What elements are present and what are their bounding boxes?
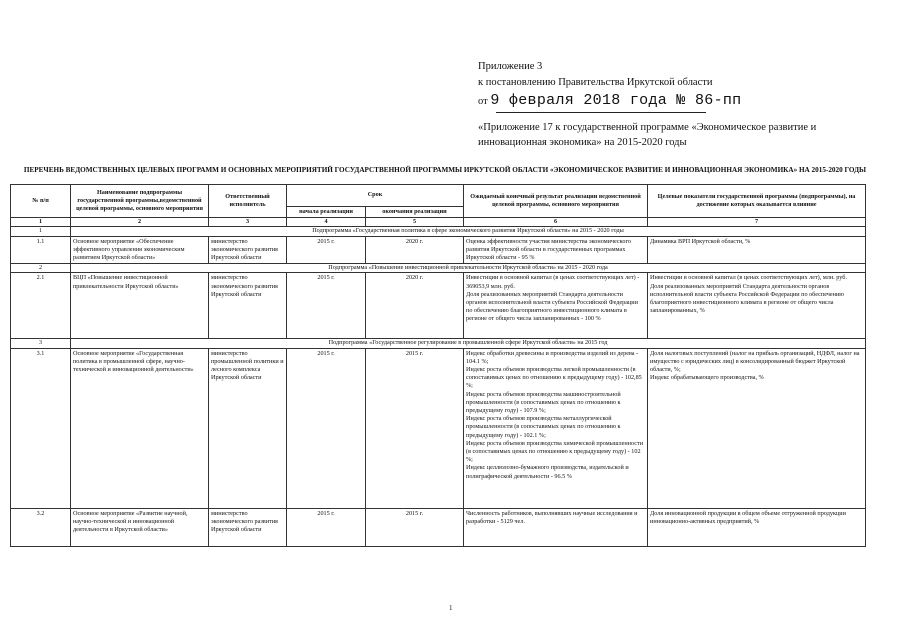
header-executor: Ответственный исполнитель bbox=[209, 185, 287, 218]
subprogram-row bbox=[11, 227, 866, 236]
row-indicators: Доля налоговых поступлений (налог на прибыль организаций, НДФЛ, налог на имущество с юридических лиц) в консолидированный бюджет Иркутской области, %; Индекс обрабатывающего производства, % bbox=[648, 348, 866, 508]
row-end: 2020 г. bbox=[366, 273, 464, 339]
row-start: 2015 г. bbox=[287, 273, 366, 339]
col-number: 3 bbox=[209, 218, 287, 227]
row-end: 2015 г. bbox=[366, 348, 464, 508]
row-start: 2015 г. bbox=[287, 508, 366, 546]
col-number: 5 bbox=[366, 218, 464, 227]
row-name: Основное мероприятие «Развитие научной, научно-технической и инновационной деятельности в Иркутской области» bbox=[71, 508, 209, 546]
row-result: Численность работников, выполнявших научные исследования и разработки - 5129 чел. bbox=[464, 508, 648, 546]
header-name: Наименование подпрограммы государственной программы,ведомственной целевой программы, основного мероприятия bbox=[71, 185, 209, 218]
col-number: 2 bbox=[71, 218, 209, 227]
subprogram-title: Подпрограмма «Государственное регулирование в промышленной сфере Иркутской области» на 2015 год bbox=[71, 339, 866, 348]
row-num: 2.1 bbox=[11, 273, 71, 339]
appendix-label: Приложение 3 bbox=[478, 61, 543, 72]
col-number: 6 bbox=[464, 218, 648, 227]
table-row bbox=[11, 508, 866, 546]
subprogram-title: Подпрограмма «Государственная политика в сфере экономического развития Иркутской области» на 2015 - 2020 годы bbox=[71, 227, 866, 236]
row-indicators: Доля инновационной продукции в общем объеме отгруженной продукции инновационно-активных предприятий, % bbox=[648, 508, 866, 546]
row-executor: министерство экономического развития Иркутской области bbox=[209, 236, 287, 264]
row-end: 2015 г. bbox=[366, 508, 464, 546]
row-start: 2015 г. bbox=[287, 236, 366, 264]
row-result: Индекс обработки древесины и производства изделий из дерева - 104.1 %; Индекс роста объемов производства легкой промышленности (в сопоставимых ценах по отношению к предыдущему году) - 102,85 %; Индекс роста объемов производства машиностроительной промышленности (в сопоставимых ценах по отношению к предыдущему году) - 107.9 %; Индекс роста объемов производства металлургической промышленности (в сопоставимых ценах по отношению к предыдущему году) - 102.1 %; Индекс роста объемов производства химической промышленности (в сопоставимых ценах по отношению к предыдущему году) - 102 %; Индекс целлюлозно-бумажного производства, издательской и полиграфической деятельности - 96.5 % bbox=[464, 348, 648, 508]
date-prefix: от bbox=[478, 96, 488, 107]
row-num: 3.1 bbox=[11, 348, 71, 508]
subprogram-num: 3 bbox=[11, 339, 71, 348]
row-result: Инвестиции в основной капитал (в ценах соответствующих лет) - 369053,9 млн. руб. Доля реализованных мероприятий Стандарта деятельности органов исполнительной власти субъекта Российской Федерации по обеспечению благоприятного инвестиционного климата в регионе от общего числа запланированных - 100 % bbox=[464, 273, 648, 339]
decree-reference: к постановлению Правительства Иркутской области bbox=[478, 77, 713, 88]
program-reference: «Приложение 17 к государственной программе «Экономическое развитие и инновационная экономика» на 2015-2020 годы bbox=[478, 122, 817, 148]
row-executor: министерство экономического развития Иркутской области bbox=[209, 273, 287, 339]
table-row bbox=[11, 273, 866, 339]
document-title: ПЕРЕЧЕНЬ ВЕДОМСТВЕННЫХ ЦЕЛЕВЫХ ПРОГРАММ И ОСНОВНЫХ МЕРОПРИЯТИЙ ГОСУДАРСТВЕННОЙ ПРОГРАММЫ ИРКУТСКОЙ ОБЛАСТИ «ЭКОНОМИЧЕСКОЕ РАЗВИТИЕ И ИННОВАЦИОННАЯ ЭКОНОМИКА» НА 2015-2020 ГОДЫ bbox=[23, 166, 867, 174]
row-num: 1.1 bbox=[11, 236, 71, 264]
decree-date bbox=[478, 94, 898, 108]
header-indicators: Целевые показатели государственной программы (подпрограммы), на достижение которых оказывается влияние bbox=[648, 185, 866, 218]
row-name: ВЦП «Повышение инвестиционной привлекательности Иркутской области» bbox=[71, 273, 209, 339]
subprogram-row bbox=[11, 339, 866, 348]
row-indicators: Динамика ВРП Иркутской области, % bbox=[648, 236, 866, 264]
header-num: № п/п bbox=[11, 185, 71, 218]
row-name: Основное мероприятие «Обеспечение эффективного управления экономическим развитием Иркутской области» bbox=[71, 236, 209, 264]
row-name: Основное мероприятие «Государственная политика в промышленной сфере, научно-технической и инновационной деятельности» bbox=[71, 348, 209, 508]
subprogram-num: 2 bbox=[11, 264, 71, 273]
row-executor: министерство экономического развития Иркутской области bbox=[209, 508, 287, 546]
header-term: Срок bbox=[287, 185, 464, 207]
subprogram-title: Подпрограмма «Повышение инвестиционной привлекательности Иркутской области» на 2015 - 2020 года bbox=[71, 264, 866, 273]
page-number: 1 bbox=[449, 604, 453, 612]
programs-table bbox=[10, 184, 866, 547]
table-row bbox=[11, 348, 866, 508]
header-end: окончания реализации bbox=[366, 207, 464, 218]
row-indicators: Инвестиции в основной капитал (в ценах соответствующих лет), млн. руб. Доля реализованных мероприятий Стандарта деятельности органов исполнительной власти субъекта Российской Федерации по обеспечению благоприятного инвестиционного климата в регионе от общего числа запланированных, % bbox=[648, 273, 866, 339]
row-start: 2015 г. bbox=[287, 348, 366, 508]
row-result: Оценка эффективности участия министерства экономического развития Иркутской области в государственных программах Иркутской области - 95 % bbox=[464, 236, 648, 264]
col-number: 1 bbox=[11, 218, 71, 227]
col-number: 4 bbox=[287, 218, 366, 227]
header-start: начала реализации bbox=[287, 207, 366, 218]
subprogram-num: 1 bbox=[11, 227, 71, 236]
header-result: Ожидаемый конечный результат реализации ведомственной целевой программы, основного мероприятия bbox=[464, 185, 648, 218]
subprogram-row bbox=[11, 264, 866, 273]
col-number: 7 bbox=[648, 218, 866, 227]
date-value: 9 февраля 2018 года № 86-пп bbox=[490, 92, 742, 109]
row-executor: министерство промышленной политики и лесного комплекса Иркутской области bbox=[209, 348, 287, 508]
date-underline bbox=[496, 112, 706, 113]
row-end: 2020 г. bbox=[366, 236, 464, 264]
table-row bbox=[11, 236, 866, 264]
row-num: 3.2 bbox=[11, 508, 71, 546]
